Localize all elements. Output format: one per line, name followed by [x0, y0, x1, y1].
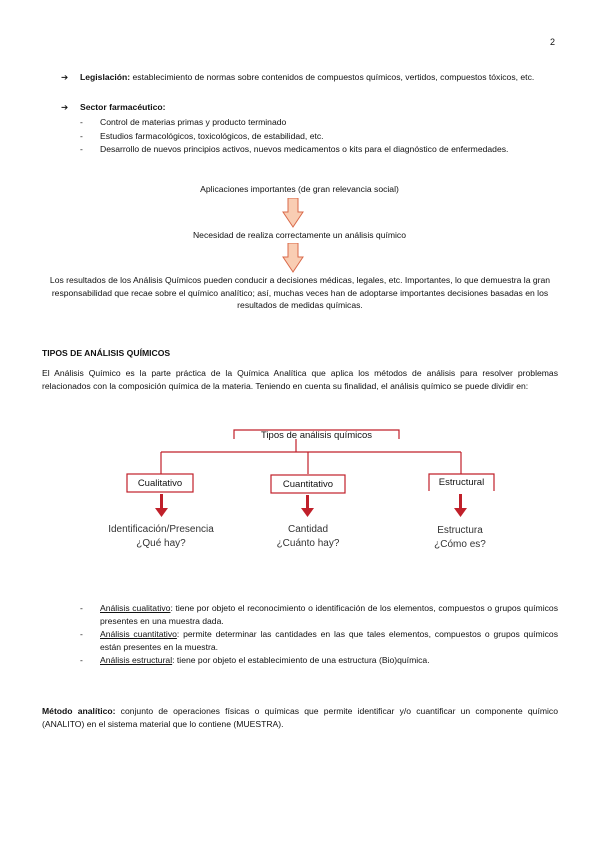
section-title: TIPOS DE ANÁLISIS QUÍMICOS — [42, 348, 171, 358]
dash-marker: - — [80, 144, 83, 155]
down-arrow-icon — [282, 198, 304, 228]
type-detail-cualitativo: Identificación/Presencia ¿Qué hay? — [108, 524, 214, 549]
analysis-types-diagram — [0, 420, 599, 570]
list-item: - Estudios farmacológicos, toxicológicos, de estabilidad, etc. — [80, 130, 324, 141]
type-box-cualitativo: Cualitativo — [137, 478, 183, 489]
flow-step-1: Aplicaciones importantes (de gran relevancia social) — [200, 184, 399, 194]
down-arrow-icon — [454, 494, 467, 517]
dash-marker: - — [80, 117, 83, 127]
type-box-estructural: Estructural — [438, 477, 485, 488]
list-item: - Análisis estructural: tiene por objeto el establecimiento de una estructura (Bio)química. — [80, 655, 430, 666]
flow-step-2: Necesidad de realiza correctamente un análisis químico — [192, 230, 407, 240]
pharma-list — [80, 116, 558, 157]
type-box-cuantitativo: Cuantitativo — [282, 479, 334, 490]
method-definition: Método analítico: conjunto de operaciones físicas o químicas que permite identificar y/o cuantificar un componente químico (ANALITO) en el sistema material que lo contiene (MUESTRA). — [42, 706, 558, 729]
dash-marker: - — [80, 629, 83, 640]
down-arrow-icon — [155, 494, 168, 517]
flow-step-3: Los resultados de los Análisis Químicos pueden conducir a decisiones médicas, legales, etc. Importantes, lo que demuestra la gran responsabilidad que recae sobre el químico analítico; así, muchas veces han de adoptarse importantes decisiones basadas en los resultados de medidas químicas. — [49, 275, 551, 311]
list-item: - Control de materias primas y producto terminado — [80, 117, 287, 127]
intro-paragraph: El Análisis Químico es la parte práctica de la Química Analítica que aplica los métodos de análisis para resolver problemas relacionados con la composición química de la materia. Teniendo en cuenta su finalidad, el análisis químico se puede dividir en: — [42, 368, 558, 391]
dash-marker: - — [80, 603, 83, 613]
dash-marker: - — [80, 130, 83, 141]
diagram-root-label: Tipos de análisis químicos — [260, 430, 373, 441]
dash-marker: - — [80, 655, 83, 666]
bullet-sector-farmaceutico — [61, 101, 558, 114]
bullet-text: establecimiento de normas sobre contenidos de compuestos químicos, vertidos, compuestos tóxicos, etc. — [130, 72, 535, 82]
bullet-term: Sector farmacéutico: — [80, 102, 166, 112]
list-item: - Análisis cuantitativo: permite determinar las cantidades en las que tales elementos, compuestos o grupos químicos están presentes en la muestra. — [80, 629, 558, 652]
right-arrow-icon: ➔ — [61, 102, 69, 112]
definitions-list — [80, 602, 558, 668]
page-number: 2 — [549, 37, 555, 47]
type-detail-cuantitativo: Cantidad ¿Cuánto hay? — [276, 524, 340, 549]
down-arrow-icon — [301, 495, 314, 517]
down-arrow-icon — [282, 243, 304, 273]
right-arrow-icon: ➔ — [61, 72, 69, 82]
type-detail-estructural: Estructura ¿Cómo es? — [434, 525, 486, 550]
bullet-legislacion — [61, 71, 558, 84]
list-item: - Análisis cualitativo: tiene por objeto el reconocimiento o identificación de los elementos, compuestos o grupos químicos presentes en una muestra dada. — [80, 603, 558, 626]
list-item: - Desarrollo de nuevos principios activos, nuevos medicamentos o kits para el diagnóstico de enfermedades. — [80, 144, 509, 155]
bullet-term: Legislación: — [80, 72, 131, 82]
